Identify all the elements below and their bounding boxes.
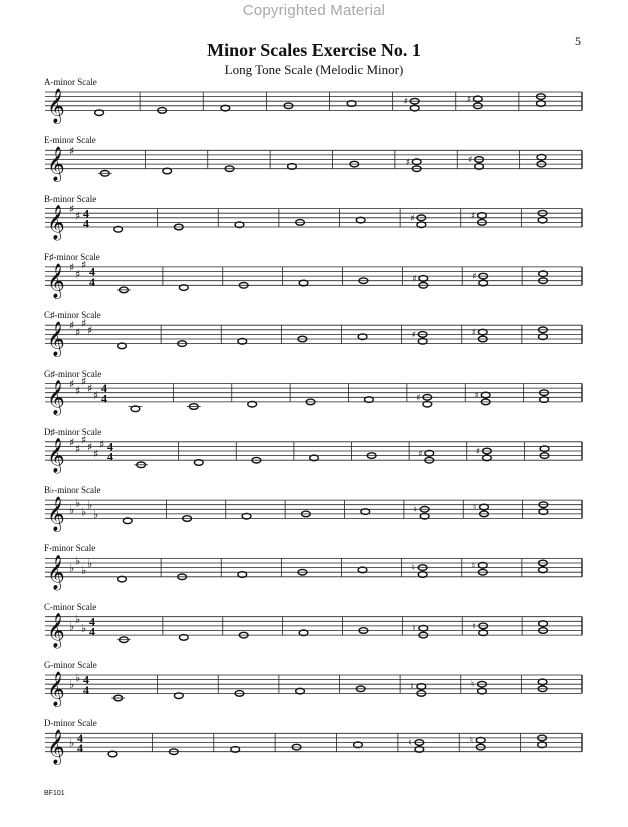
sharp-accidental-icon: ♯ [81,316,87,330]
sharp-accidental-icon: ♯ [75,442,81,456]
raise-accidental-icon: ♮ [412,624,416,635]
flat-accidental-icon: ♭ [75,613,81,626]
flat-accidental-icon: ♭ [69,678,75,692]
flat-accidental-icon: ♭ [81,505,87,519]
sharp-accidental-icon: ♯ [75,267,81,281]
raise-accidental-icon: ♯ [410,213,415,224]
time-signature-top: 4 [89,264,95,279]
sharp-accidental-icon: ♯ [81,375,87,389]
flat-accidental-icon: ♭ [81,622,87,636]
treble-clef-icon: 𝄞 [47,88,65,124]
flat-accidental-icon: ♭ [81,563,87,577]
page-subtitle: Long Tone Scale (Melodic Minor) [224,62,404,77]
raise-accidental-icon: ♮ [472,621,476,632]
time-signature-top: 4 [77,731,83,745]
flat-accidental-icon: ♭ [69,561,75,575]
time-signature-bottom: 4 [89,274,95,289]
scale-label: G-minor Scale [44,660,97,670]
flat-accidental-icon: ♭ [75,496,81,510]
time-signature-bottom: 4 [83,682,89,697]
raise-accidental-icon: ♮ [470,680,475,691]
time-signature-top: 4 [89,614,95,629]
flat-accidental-icon: ♭ [69,736,75,750]
scale-label: G♯-minor Scale [44,368,102,379]
raise-accidental-icon: ♯ [474,391,480,401]
time-signature-top: 4 [107,439,113,454]
sharp-accidental-icon: ♯ [69,319,75,333]
scale-label: B-minor Scale [44,193,97,204]
time-signature-top: 4 [83,672,89,687]
treble-clef-icon: 𝄞 [47,321,65,357]
raise-accidental-icon: ♯ [470,211,476,222]
raise-accidental-icon: ♯ [411,330,417,341]
treble-clef-icon: 𝄞 [47,496,65,532]
raise-accidental-icon: ♮ [411,563,415,574]
time-signature-bottom: 4 [89,624,95,639]
treble-clef-icon: 𝄞 [47,613,65,649]
raise-accidental-icon: ♯ [468,155,473,166]
sharp-accidental-icon: ♯ [99,438,105,452]
sharp-accidental-icon: ♯ [69,260,75,274]
time-signature-bottom: 4 [107,449,113,464]
scale-label: F-minor Scale [44,543,96,554]
sharp-accidental-icon: ♯ [69,202,75,216]
raise-accidental-icon: ♯ [475,447,481,457]
raise-accidental-icon: ♯ [471,328,477,339]
scale-label: D-minor Scale [44,718,97,729]
sharp-accidental-icon: ♯ [69,377,75,391]
raise-accidental-icon: ♯ [405,157,411,168]
page-title: Minor Scales Exercise No. 1 [207,40,421,60]
scale-label: B♭-minor Scale [44,485,101,496]
staff [45,317,582,358]
sharp-accidental-icon: ♯ [69,435,75,449]
page-number: 5 [575,34,581,48]
scale-label: D♯-minor Scale [44,426,102,437]
scale-label: C♯-minor Scale [44,310,101,321]
treble-clef-icon: 𝄞 [47,205,65,240]
sharp-accidental-icon: ♯ [87,323,93,337]
treble-clef-icon: 𝄞 [47,438,65,474]
raise-accidental-icon: ♮ [413,505,417,516]
scale-label: C-minor Scale [44,601,97,612]
flat-accidental-icon: ♭ [69,503,75,517]
raise-accidental-icon: ♯ [412,274,417,285]
sharp-accidental-icon: ♯ [75,326,81,340]
time-signature-top: 4 [101,381,107,396]
time-signature-bottom: 4 [77,741,83,756]
raise-accidental-icon: ♯ [466,94,472,105]
sharp-accidental-icon: ♯ [69,144,75,158]
flat-accidental-icon: ♭ [93,507,99,521]
staff [45,496,582,532]
time-signature-bottom: 4 [83,216,89,231]
raise-accidental-icon: ♮ [473,503,477,513]
staff [45,555,582,591]
sharp-accidental-icon: ♯ [81,258,87,272]
scale-label: F♯-minor Scale [44,251,100,262]
treble-clef-icon: 𝄞 [47,729,65,765]
staff [45,671,582,707]
staff [45,434,582,475]
copyright-watermark: Copyrighted Material [242,2,386,19]
treble-clef-icon: 𝄞 [47,379,65,415]
sharp-accidental-icon: ♯ [93,389,99,402]
time-signature-top: 4 [83,206,89,221]
flat-accidental-icon: ♭ [69,619,75,633]
flat-accidental-icon: ♭ [87,498,93,512]
raise-accidental-icon: ♯ [416,393,421,404]
time-signature-bottom: 4 [101,391,107,406]
scale-label: E-minor Scale [44,135,96,146]
staff [45,613,582,649]
sharp-accidental-icon: ♯ [87,382,93,396]
flat-accidental-icon: ♭ [75,554,81,568]
raise-accidental-icon: ♯ [403,97,409,108]
sharp-accidental-icon: ♯ [75,209,81,223]
flat-accidental-icon: ♭ [75,671,81,685]
staff [45,203,582,241]
sharp-accidental-icon: ♯ [87,440,93,454]
treble-clef-icon: 𝄞 [47,671,65,707]
raise-accidental-icon: ♯ [418,449,423,460]
treble-clef-icon: 𝄞 [47,146,65,182]
raise-accidental-icon: ♮ [469,736,473,747]
raise-accidental-icon: ♮ [410,682,414,693]
treble-clef-icon: 𝄞 [47,263,65,299]
staff [45,259,582,300]
flat-accidental-icon: ♭ [87,557,93,570]
staff [45,375,582,416]
sharp-accidental-icon: ♯ [81,433,87,447]
staff [45,144,582,182]
footer-code: BF101 [44,790,65,797]
raise-accidental-icon: ♮ [408,738,412,749]
raise-accidental-icon: ♯ [472,272,477,283]
sharp-accidental-icon: ♯ [93,447,99,461]
staff [45,88,582,124]
sharp-accidental-icon: ♯ [75,384,81,398]
scale-label: A-minor Scale [44,77,97,87]
treble-clef-icon: 𝄞 [47,554,65,590]
staff [45,730,582,766]
raise-accidental-icon: ♮ [471,561,476,572]
